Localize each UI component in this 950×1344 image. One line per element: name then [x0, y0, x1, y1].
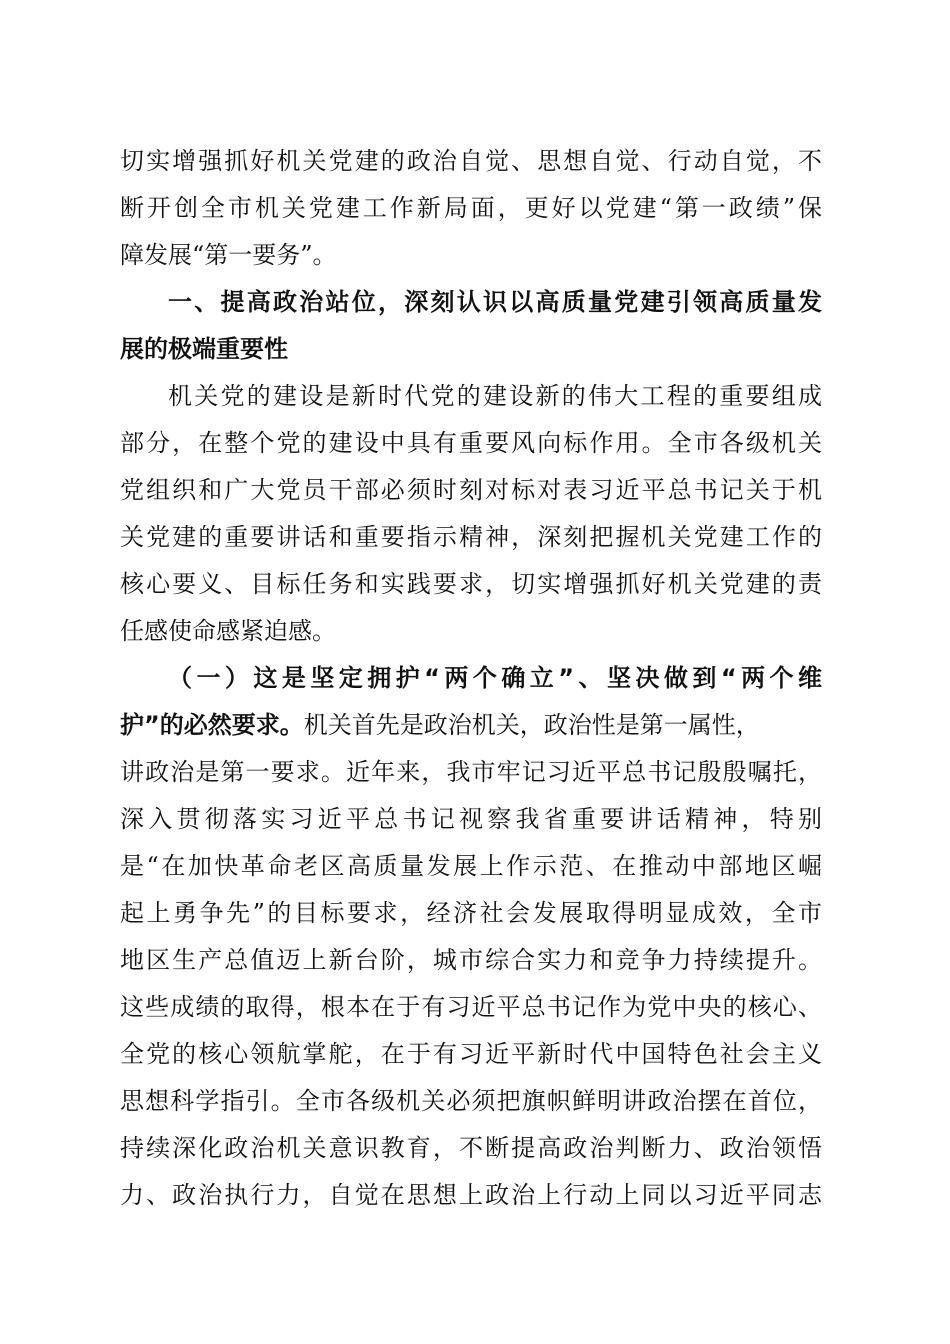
paragraph-line: 思想科学指引。全市各级机关必须把旗帜鲜明讲政治摆在首位， — [120, 1087, 822, 1115]
paragraph-line — [120, 705, 822, 745]
paragraph-line: 切实增强抓好机关党建的政治自觉、思想自觉、行动自觉，不 — [120, 147, 822, 175]
paragraph-line: 深入贯彻落实习近平总书记视察我省重要讲话精神，特别 — [120, 805, 822, 833]
paragraph-line: 机关党的建设是新时代党的建设新的伟大工程的重要组成 — [168, 382, 822, 410]
paragraph-line: 起上勇争先”的目标要求，经济社会发展取得明显成效，全市 — [120, 899, 822, 927]
paragraph-line: 地区生产总值迈上新台阶，城市综合实力和竞争力持续提升。 — [120, 946, 822, 974]
paragraph-text: 机关首先是政治机关，政治性是第一属性， — [303, 711, 760, 739]
paragraph-line: 全党的核心领航掌舵，在于有习近平新时代中国特色社会主义 — [120, 1040, 822, 1068]
subsection-heading: （一）这是坚定拥护“两个确立”、坚决做到“两个维 — [168, 664, 822, 692]
paragraph-line: 障发展“第一要务”。 — [120, 241, 337, 269]
paragraph-line: 党组织和广大党员干部必须时刻对标对表习近平总书记关于机 — [120, 476, 822, 504]
paragraph-line: 核心要义、目标任务和实践要求，切实增强抓好机关党建的责 — [120, 570, 822, 598]
paragraph-line: 部分，在整个党的建设中具有重要风向标作用。全市各级机关 — [120, 429, 822, 457]
section-heading: 展的极端重要性 — [120, 335, 288, 363]
paragraph-line: 是“在加快革命老区高质量发展上作示范、在推动中部地区崛 — [120, 852, 822, 880]
paragraph-line: 讲政治是第一要求。近年来，我市牢记习近平总书记殷殷嘱托， — [120, 758, 822, 786]
paragraph-line: 持续深化政治机关意识教育，不断提高政治判断力、政治领悟 — [120, 1134, 822, 1162]
section-heading: 一、提高政治站位，深刻认识以高质量党建引领高质量发 — [168, 288, 822, 316]
subsection-heading: 护”的必然要求。 — [120, 711, 304, 739]
paragraph-line: 任感使命感紧迫感。 — [120, 617, 336, 645]
paragraph-line: 力、政治执行力，自觉在思想上政治上行动上同以习近平同志 — [120, 1181, 822, 1209]
paragraph-line: 这些成绩的取得，根本在于有习近平总书记作为党中央的核心、 — [120, 993, 822, 1021]
paragraph-line: 关党建的重要讲话和重要指示精神，深刻把握机关党建工作的 — [120, 523, 822, 551]
paragraph-line: 断开创全市机关党建工作新局面，更好以党建“第一政绩”保 — [120, 194, 822, 222]
